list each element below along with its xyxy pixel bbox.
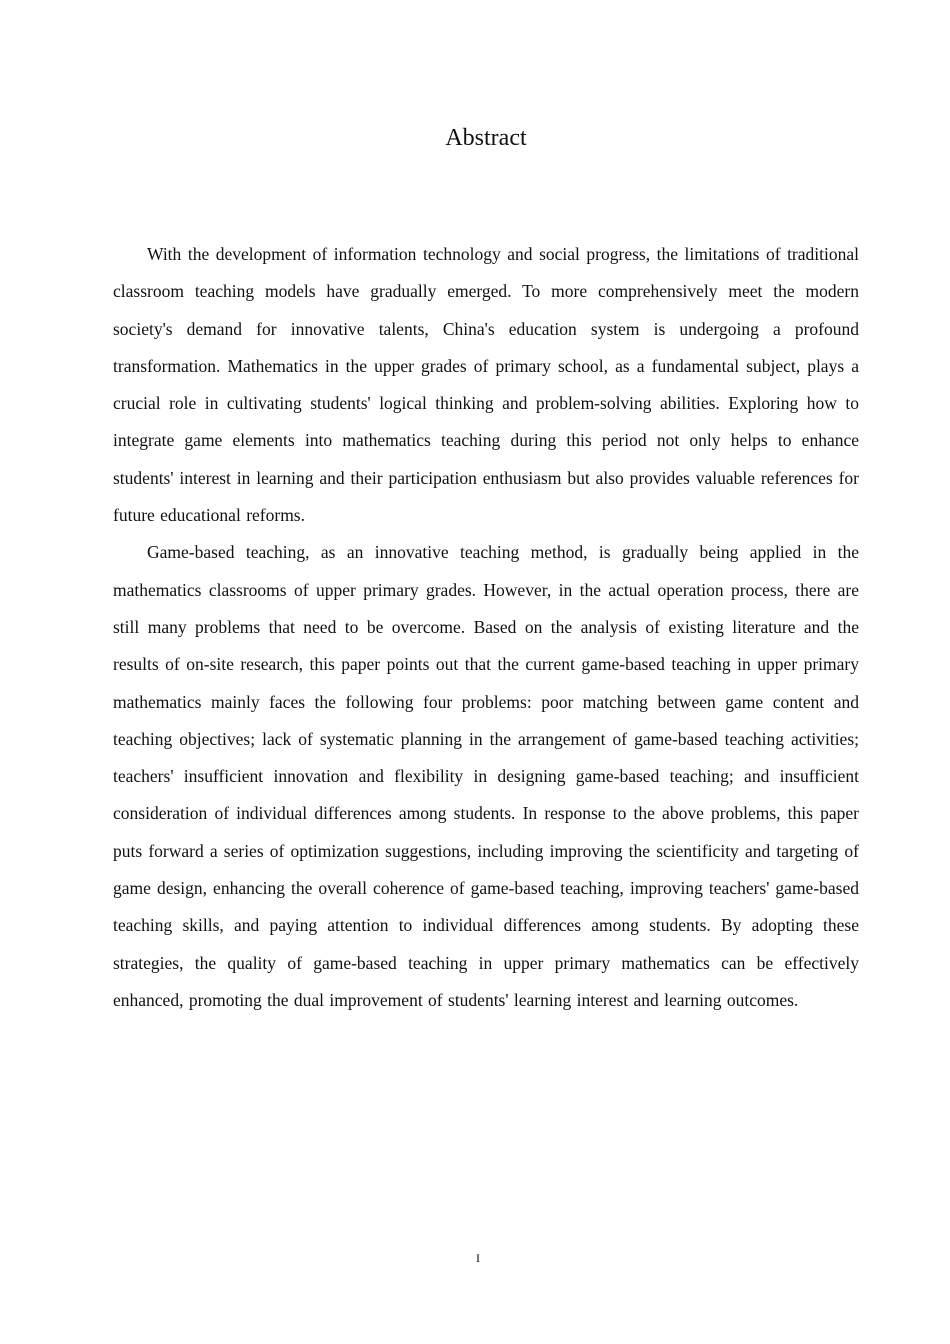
abstract-paragraph-2: Game-based teaching, as an innovative teaching method, is gradually being applied in the mathematics classrooms of upper primary grades. However, in the actual operation process, there are still many problems that need to be overcome. Based on the analysis of existing literature and the results of on-site research, this paper points out that the current game-based teaching in upper primary mathematics mainly faces the following four problems: poor matching between game content and teaching objectives; lack of systematic planning in the arrangement of game-based teaching activities; teachers' insufficient innovation and flexibility in designing game-based teaching; and insufficient consideration of individual differences among students. In response to the above problems, this paper puts forward a series of optimization suggestions, including improving the scientificity and targeting of game design, enhancing the overall coherence of game-based teaching, improving teachers' game-based teaching skills, and paying attention to individual differences among students. By adopting these strategies, the quality of game-based teaching in upper primary mathematics can be effectively enhanced, promoting the dual improvement of students' learning interest and learning outcomes.	[113, 542, 859, 1010]
abstract-body	[113, 236, 859, 1019]
abstract-title: Abstract	[445, 125, 527, 151]
abstract-paragraph-1: With the development of information technology and social progress, the limitations of traditional classroom teaching models have gradually emerged. To more comprehensively meet the modern society's demand for innovative talents, China's education system is undergoing a profound transformation. Mathematics in the upper grades of primary school, as a fundamental subject, plays a crucial role in cultivating students' logical thinking and problem-solving abilities. Exploring how to integrate game elements into mathematics teaching during this period not only helps to enhance students' interest in learning and their participation enthusiasm but also provides valuable references for future educational reforms.	[113, 244, 859, 526]
page-number: I	[476, 1251, 480, 1265]
